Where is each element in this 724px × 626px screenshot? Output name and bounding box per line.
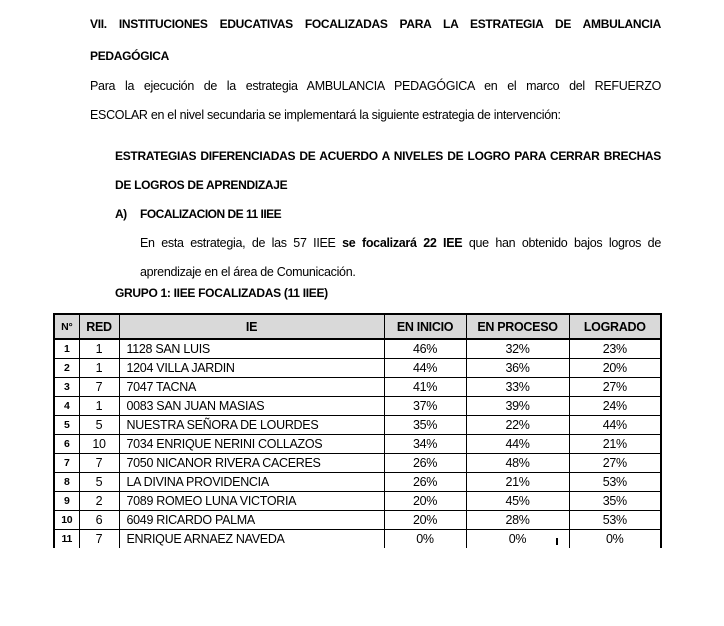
- cell-inicio: 20%: [384, 511, 466, 530]
- cell-n: 6: [54, 435, 79, 454]
- cell-inicio: 37%: [384, 397, 466, 416]
- cell-ie: 1128 SAN LUIS: [119, 339, 384, 359]
- cell-inicio: 46%: [384, 339, 466, 359]
- cell-n: 8: [54, 473, 79, 492]
- cell-proceso: 32%: [466, 339, 569, 359]
- table-row: [54, 339, 661, 359]
- cell-n: 3: [54, 378, 79, 397]
- column-header-n: N°: [54, 314, 79, 339]
- cell-n: 11: [54, 530, 79, 549]
- cell-proceso: 22%: [466, 416, 569, 435]
- cell-red: 1: [79, 359, 119, 378]
- column-header-inicio: EN INICIO: [384, 314, 466, 339]
- strategies-line1: ESTRATEGIAS DIFERENCIADAS DE ACUERDO A NIVELES DE LOGRO PARA CERRAR BRECHAS: [115, 149, 661, 163]
- cell-red: 2: [79, 492, 119, 511]
- cell-n: 10: [54, 511, 79, 530]
- cell-logrado: 23%: [569, 339, 661, 359]
- cell-ie: 7047 TACNA: [119, 378, 384, 397]
- table-row: [54, 530, 661, 549]
- column-header-proceso: EN PROCESO: [466, 314, 569, 339]
- cell-ie: 0083 SAN JUAN MASIAS: [119, 397, 384, 416]
- cell-red: 1: [79, 397, 119, 416]
- cell-n: 7: [54, 454, 79, 473]
- table-row: [54, 473, 661, 492]
- cell-red: 5: [79, 416, 119, 435]
- cell-inicio: 44%: [384, 359, 466, 378]
- cell-proceso: 48%: [466, 454, 569, 473]
- cell-proceso: 39%: [466, 397, 569, 416]
- column-header-red: RED: [79, 314, 119, 339]
- cell-proceso: 36%: [466, 359, 569, 378]
- table-row: [54, 416, 661, 435]
- table-row: [54, 435, 661, 454]
- cell-ie: 7034 ENRIQUE NERINI COLLAZOS: [119, 435, 384, 454]
- cell-inicio: 20%: [384, 492, 466, 511]
- cell-logrado: 35%: [569, 492, 661, 511]
- cell-ie: 1204 VILLA JARDIN: [119, 359, 384, 378]
- strategies-subheading: [115, 142, 661, 200]
- cell-inicio: 41%: [384, 378, 466, 397]
- focus-paragraph-line1: [140, 229, 661, 258]
- cell-ie: 6049 RICARDO PALMA: [119, 511, 384, 530]
- cell-red: 7: [79, 454, 119, 473]
- table-row: [54, 511, 661, 530]
- cell-inicio: 26%: [384, 454, 466, 473]
- cell-logrado: 27%: [569, 378, 661, 397]
- intro-paragraph: [90, 72, 661, 130]
- cell-proceso: 44%: [466, 435, 569, 454]
- cell-red: 1: [79, 339, 119, 359]
- cell-n: 4: [54, 397, 79, 416]
- cell-n: 5: [54, 416, 79, 435]
- strategies-line2: DE LOGROS DE APRENDIZAJE: [115, 178, 288, 192]
- section-heading: [90, 8, 661, 72]
- column-header-ie: IE: [119, 314, 384, 339]
- table-row: [54, 397, 661, 416]
- table-header-row: [54, 314, 661, 339]
- section-heading-line2: PEDAGÓGICA: [90, 49, 170, 63]
- cell-proceso: 45%: [466, 492, 569, 511]
- cell-ie: NUESTRA SEÑORA DE LOURDES: [119, 416, 384, 435]
- cell-logrado: 53%: [569, 511, 661, 530]
- group-title: [115, 282, 661, 304]
- column-header-logrado: LOGRADO: [569, 314, 661, 339]
- cell-ie: LA DIVINA PROVIDENCIA: [119, 473, 384, 492]
- cell-inicio: 26%: [384, 473, 466, 492]
- cell-red: 7: [79, 378, 119, 397]
- intro-line2: ESCOLAR en el nivel secundaria se implementará la siguiente estrategia de intervención:: [90, 108, 561, 122]
- table-row: [54, 378, 661, 397]
- focus-text-bold: se focalizará 22 IEE: [342, 236, 463, 250]
- table-body: [54, 339, 661, 548]
- cell-logrado: 53%: [569, 473, 661, 492]
- table-row: [54, 359, 661, 378]
- intro-line1: Para la ejecución de la estrategia AMBULANCIA PEDAGÓGICA en el marco del REFUERZO: [90, 79, 661, 93]
- cell-ie: ENRIQUE ARNAEZ NAVEDA: [119, 530, 384, 549]
- cell-red: 10: [79, 435, 119, 454]
- cell-logrado: 21%: [569, 435, 661, 454]
- cell-logrado: 27%: [569, 454, 661, 473]
- cell-n: 2: [54, 359, 79, 378]
- table-cut-mark: [556, 538, 558, 545]
- cell-inicio: 0%: [384, 530, 466, 549]
- item-a-marker: A): [115, 207, 127, 221]
- cell-logrado: 20%: [569, 359, 661, 378]
- focus-paragraph: [140, 229, 661, 287]
- section-heading-line1: VII. INSTITUCIONES EDUCATIVAS FOCALIZADAS PARA LA ESTRATEGIA DE AMBULANCIA: [90, 17, 661, 31]
- table-row: [54, 454, 661, 473]
- table-header: [54, 314, 661, 339]
- cell-red: 6: [79, 511, 119, 530]
- cell-inicio: 34%: [384, 435, 466, 454]
- focus-text-post: que han obtenido bajos logros de: [462, 236, 661, 250]
- cell-logrado: 44%: [569, 416, 661, 435]
- cell-proceso: 33%: [466, 378, 569, 397]
- table-row: [54, 492, 661, 511]
- cell-ie: 7089 ROMEO LUNA VICTORIA: [119, 492, 384, 511]
- iiee-table: [53, 313, 662, 548]
- cell-red: 5: [79, 473, 119, 492]
- cell-proceso: 0%: [466, 530, 569, 549]
- focus-paragraph-line2: aprendizaje en el área de Comunicación.: [140, 265, 356, 279]
- cell-ie: 7050 NICANOR RIVERA CACERES: [119, 454, 384, 473]
- item-a-title: FOCALIZACION DE 11 IIEE: [140, 207, 282, 221]
- cell-red: 7: [79, 530, 119, 549]
- cell-proceso: 21%: [466, 473, 569, 492]
- focus-text-pre: En esta estrategia, de las 57 IIEE: [140, 236, 343, 250]
- cell-n: 1: [54, 339, 79, 359]
- cell-n: 9: [54, 492, 79, 511]
- cell-inicio: 35%: [384, 416, 466, 435]
- group-title-text: GRUPO 1: IIEE FOCALIZADAS (11 IIEE): [115, 286, 328, 300]
- cell-logrado: 0%: [569, 530, 661, 549]
- cell-proceso: 28%: [466, 511, 569, 530]
- item-a-heading: [115, 200, 661, 229]
- cell-logrado: 24%: [569, 397, 661, 416]
